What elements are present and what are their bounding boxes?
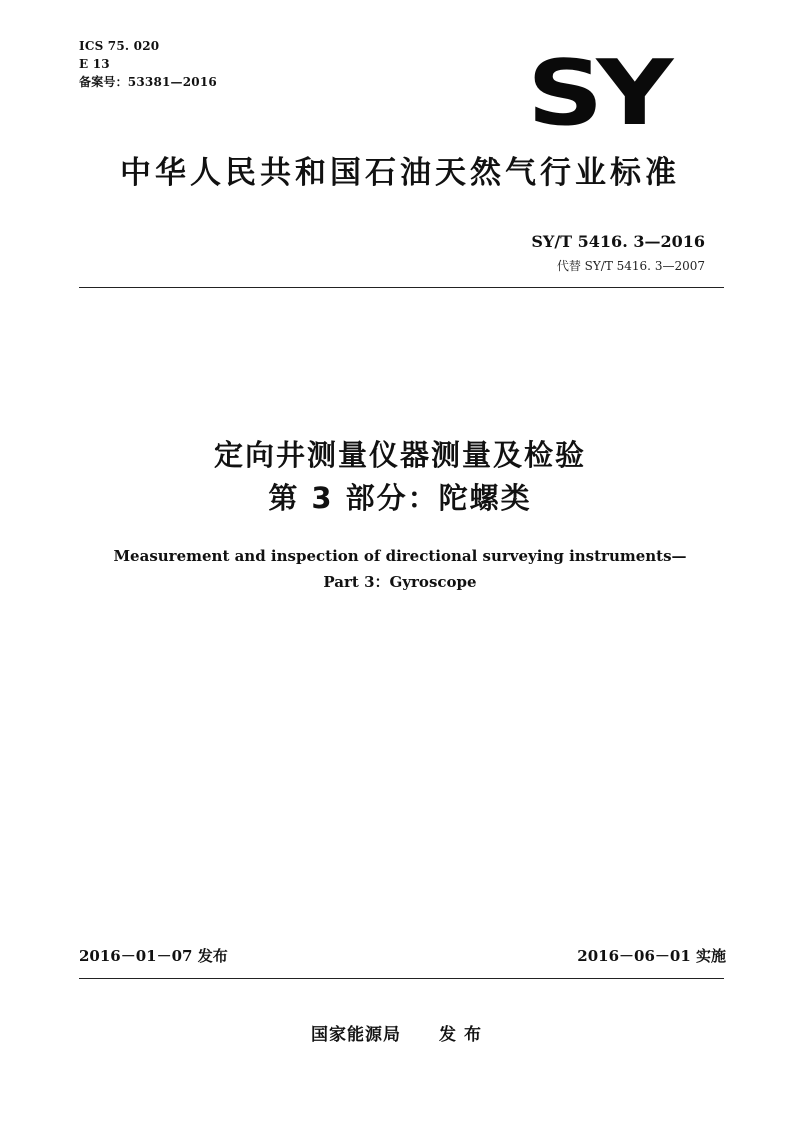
ics-code: ICS 75. 020 (79, 39, 160, 53)
title-chinese-line1: 定向井测量仪器测量及检验 (213, 438, 586, 472)
replaces-standard: 代替 SY/T 5416. 3—2007 (556, 259, 705, 273)
publisher-action: 发布 (439, 1025, 489, 1045)
standard-number: SY/T 5416. 3—2016 (531, 232, 705, 251)
publisher-name: 国家能源局 (311, 1025, 401, 1045)
classification-code: E 13 (79, 57, 110, 71)
implementation-date: 2016－06－01 实施 (577, 947, 726, 965)
title-english-line1: Measurement and inspection of directional surveying instruments— (113, 547, 687, 565)
sy-logo: SY (527, 41, 667, 146)
top-divider (79, 287, 724, 288)
title-chinese-line2: 第 3 部分：陀螺类 (268, 481, 532, 515)
issue-date: 2016－01－07 发布 (79, 947, 228, 965)
publisher-line (0, 1022, 800, 1048)
title-english-line2: Part 3：Gyroscope (323, 573, 477, 591)
industry-standard-title: 中华人民共和国石油天然气行业标准 (120, 155, 680, 191)
registration-number: 备案号：53381—2016 (79, 75, 217, 89)
bottom-divider (79, 978, 724, 979)
